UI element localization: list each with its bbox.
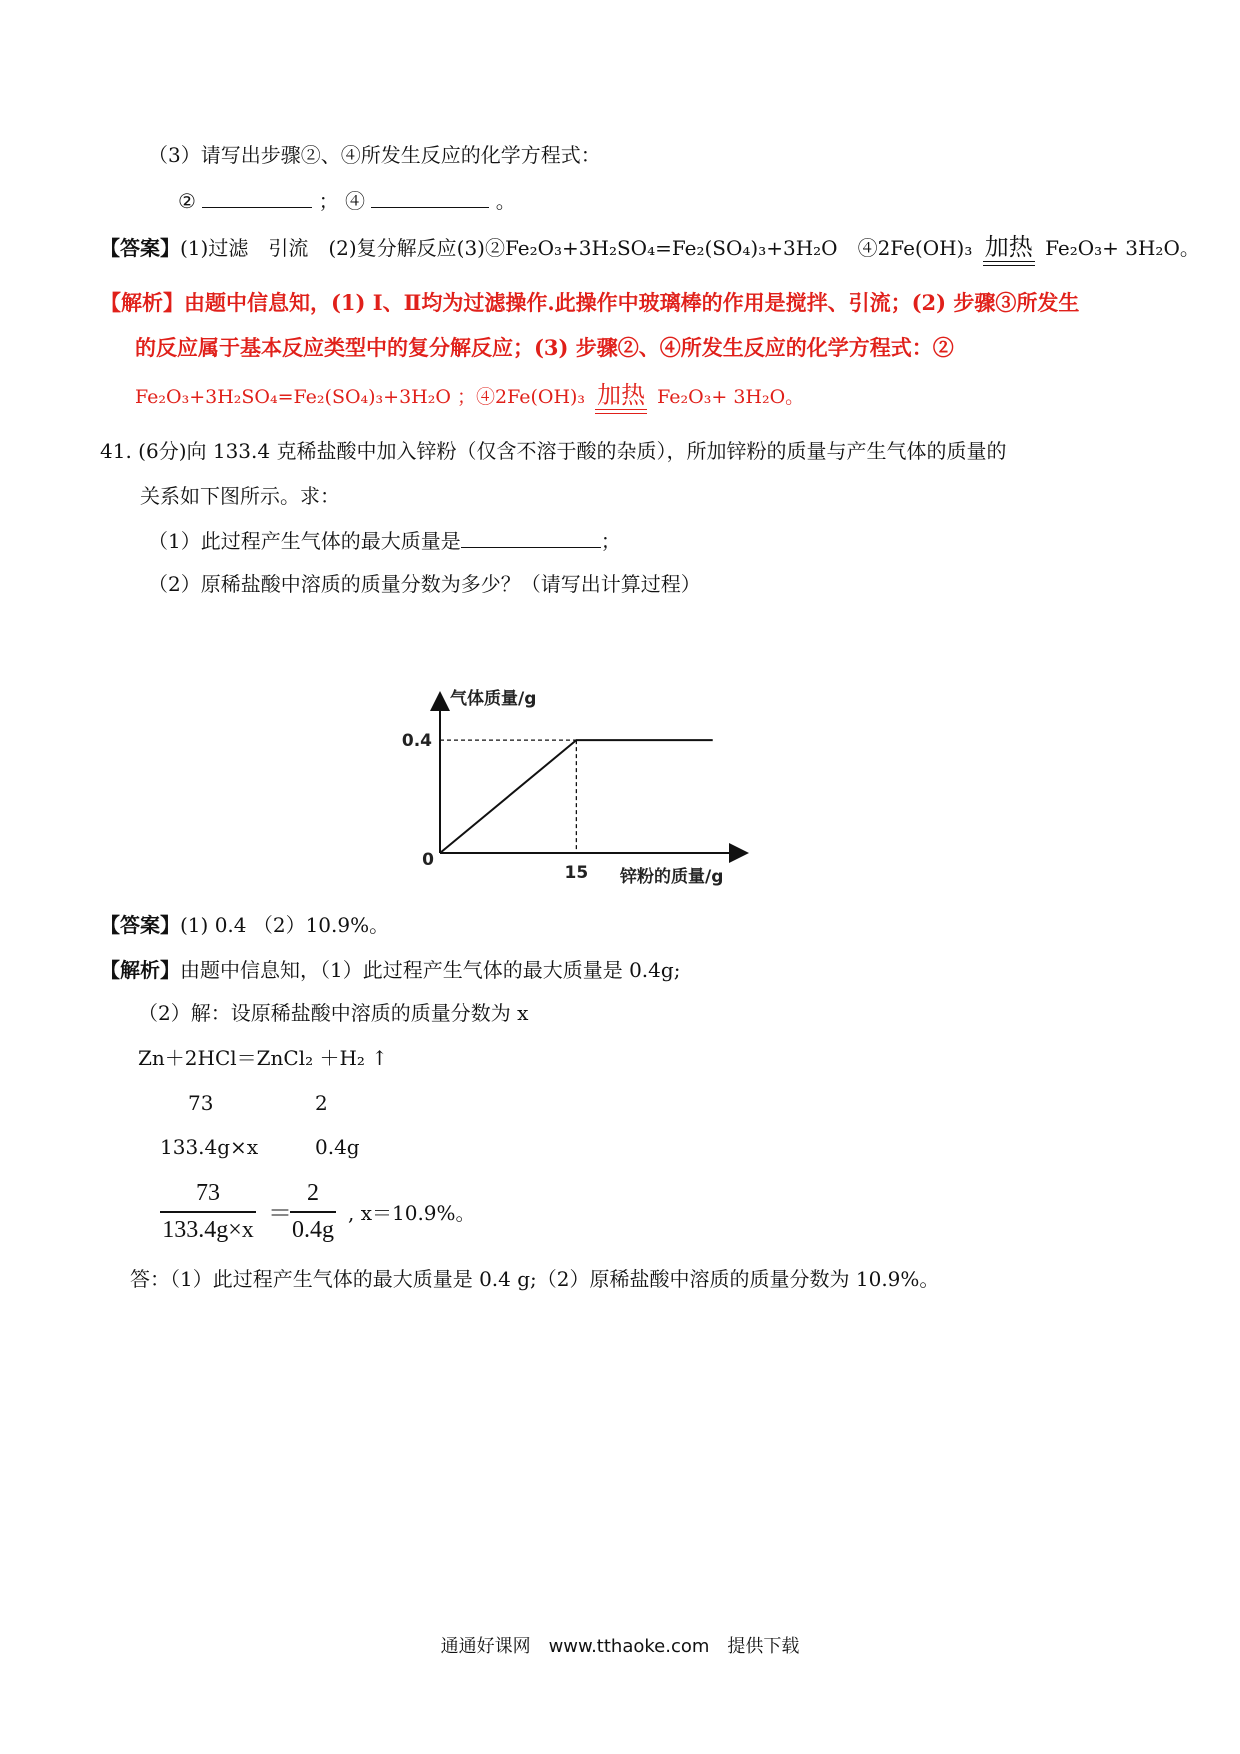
analysis-40-line1 xyxy=(100,290,1079,316)
q3-blanks xyxy=(178,187,516,214)
gas-mass-chart xyxy=(401,689,760,900)
x-tick-label: 15 xyxy=(564,863,589,883)
ratio-top-left: 73 xyxy=(188,1091,214,1115)
ratio-bottom-right: 0.4g xyxy=(315,1135,360,1159)
y-axis-title: 气体质量/g xyxy=(450,689,537,709)
analysis-40-line3 xyxy=(135,382,804,410)
fraction-2 xyxy=(290,1180,336,1244)
q41-sub2: （2）原稀盐酸中溶质的质量分数为多少？（请写出计算过程） xyxy=(148,572,701,596)
analysis-40-line2: 的反应属于基本反应类型中的复分解反应；(3) 步骤②、④所发生反应的化学方程式：② xyxy=(135,335,954,360)
analysis-41-line2: （2）解：设原稀盐酸中溶质的质量分数为 x xyxy=(138,1001,529,1025)
blank-1-label: ② xyxy=(178,189,196,213)
answer-tag: 【答案】 xyxy=(100,236,180,260)
q3-prompt: （3）请写出步骤②、④所发生反应的化学方程式： xyxy=(148,143,601,167)
fraction-2-numerator: 2 xyxy=(290,1180,336,1213)
footer-credit: 通通好课网 www.tthaoke.com 提供下载 xyxy=(440,1636,800,1657)
fraction-1-numerator: 73 xyxy=(160,1180,256,1213)
answer-41 xyxy=(100,912,389,938)
blank-1 xyxy=(202,187,312,208)
analysis-41-tag: 【解析】 xyxy=(100,958,180,982)
answer-41-text: (1) 0.4 （2）10.9%。 xyxy=(180,913,390,937)
analysis-40-text1: 由题中信息知，(1) Ⅰ、Ⅱ均为过滤操作.此操作中玻璃棒的作用是搅拌、引流；(2) 步骤③所发生 xyxy=(184,290,1080,315)
q41-line2: 关系如下图所示。求： xyxy=(140,484,340,508)
reaction-equation: Zn＋2HCl＝ZnCl₂ ＋H₂ ↑ xyxy=(138,1046,389,1070)
final-answer: 答：（1）此过程产生气体的最大质量是 0.4 g;（2）原稀盐酸中溶质的质量分数为 10.9%。 xyxy=(130,1267,940,1291)
blank-2-label: ④ xyxy=(345,189,366,213)
fraction-1 xyxy=(160,1180,256,1244)
q41-sub1-text: （1）此过程产生气体的最大质量是 xyxy=(148,529,461,553)
heat-condition: 加热 xyxy=(979,234,1039,260)
q41-sub1 xyxy=(148,527,621,554)
ratio-bottom-left: 133.4g×x xyxy=(160,1135,259,1159)
analysis-tag: 【解析】 xyxy=(100,290,184,315)
answer-41-tag: 【答案】 xyxy=(100,913,180,937)
equals-sign: ＝ xyxy=(268,1199,292,1227)
ratio-top-right: 2 xyxy=(315,1091,328,1115)
q41-blank xyxy=(461,527,601,548)
y-tick-label: 0.4 xyxy=(401,731,432,752)
blank-separator: ； xyxy=(318,189,339,213)
q41-line1: 41. (6分)向 133.4 克稀盐酸中加入锌粉（仅含不溶于酸的杂质），所加锌粉的质量与产生气体的质量的 xyxy=(100,439,1007,463)
analysis-40-eq1: Fe₂O₃+3H₂SO₄=Fe₂(SO₄)₃+3H₂O ；④2Fe(OH)₃ xyxy=(135,386,586,408)
answer-text: (1)过滤 引流 (2)复分解反应(3)②Fe₂O₃+3H₂SO₄=Fe₂(SO₄)₃+3H₂O ④2Fe(OH)₃ xyxy=(180,236,973,260)
blank-2 xyxy=(371,187,489,208)
fraction-1-denominator: 133.4g×x xyxy=(162,1217,254,1243)
x-axis-title: 锌粉的质量/g xyxy=(620,867,724,887)
analysis-heat-condition: 加热 xyxy=(591,382,651,408)
analysis-41-text1: 由题中信息知，（1）此过程产生气体的最大质量是 0.4g; xyxy=(180,958,681,982)
q41-sub1-end: ； xyxy=(600,529,621,553)
analysis-40-eq2: Fe₂O₃+ 3H₂O。 xyxy=(657,386,805,408)
result-text: , x＝10.9%。 xyxy=(348,1201,476,1225)
answer-text-after: Fe₂O₃+ 3H₂O。 xyxy=(1045,236,1200,260)
analysis-41-line1 xyxy=(100,957,680,983)
blank-end: 。 xyxy=(495,189,516,213)
answer-40 xyxy=(100,234,1200,261)
fraction-2-denominator: 0.4g xyxy=(292,1217,334,1243)
origin-label: 0 xyxy=(422,850,434,870)
